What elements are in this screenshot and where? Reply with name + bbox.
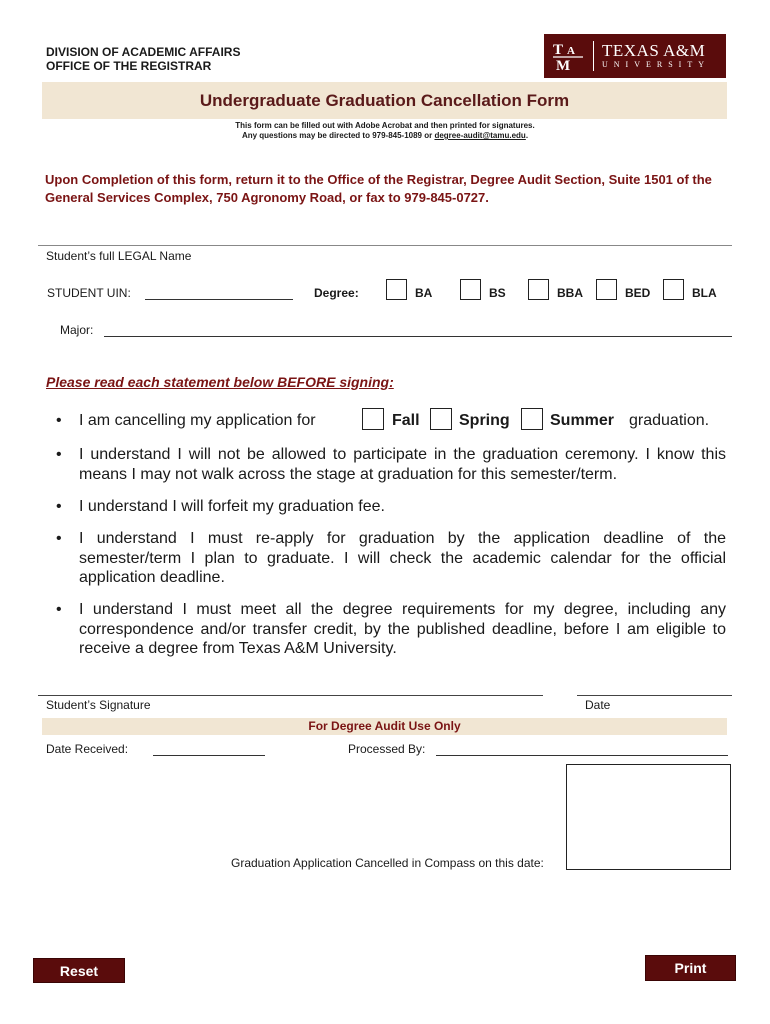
- major-field[interactable]: [104, 335, 732, 337]
- term-summer-checkbox[interactable]: [521, 408, 543, 430]
- reset-button[interactable]: Reset: [33, 958, 125, 983]
- signature-field[interactable]: [38, 695, 543, 696]
- degree-bba-checkbox[interactable]: [528, 279, 549, 300]
- svg-text:T: T: [553, 42, 564, 58]
- term-spring-label: Spring: [459, 412, 510, 429]
- uin-label: STUDENT UIN:: [47, 286, 131, 300]
- bullet: •: [56, 498, 62, 515]
- logo-line2: UNIVERSITY: [602, 60, 710, 69]
- statement-fee: I understand I will forfeit my graduation fee.: [79, 498, 385, 515]
- major-label: Major:: [60, 323, 94, 337]
- degree-ba-label: BA: [415, 286, 433, 300]
- degree-label: Degree:: [314, 286, 359, 300]
- date-received-field[interactable]: [153, 754, 265, 756]
- degree-bba-label: BBA: [557, 286, 583, 300]
- svg-text:A: A: [567, 45, 575, 57]
- legal-name-label: Student’s full LEGAL Name: [46, 249, 192, 263]
- term-fall-checkbox[interactable]: [362, 408, 384, 430]
- division-label: DIVISION OF ACADEMIC AFFAIRS: [46, 45, 241, 59]
- return-instructions: Upon Completion of this form, return it to the Office of the Registrar, Degree Audit Section, Suite 1501 of the General Services Complex, 750 Agronomy Road, or fax to 979-845-0727.: [45, 172, 712, 205]
- uin-field[interactable]: [145, 298, 293, 300]
- statements-heading: Please read each statement below BEFORE signing:: [46, 374, 394, 390]
- statement-ceremony: I understand I will not be allowed to participate in the graduation ceremony. I know this means I may not walk across the stage at graduation for this semester/term.: [79, 446, 726, 483]
- term-fall-label: Fall: [392, 412, 420, 429]
- degree-bs-label: BS: [489, 286, 506, 300]
- contact-suffix: .: [525, 131, 529, 140]
- processed-by-field[interactable]: [436, 754, 728, 756]
- tamu-logo: [544, 34, 726, 78]
- term-tail: graduation.: [629, 412, 710, 429]
- print-button[interactable]: Print: [645, 955, 736, 981]
- compass-label: Graduation Application Cancelled in Compass on this date:: [231, 856, 544, 870]
- degree-ba-checkbox[interactable]: [386, 279, 407, 300]
- bullet: •: [56, 530, 62, 547]
- term-spring-checkbox[interactable]: [430, 408, 452, 430]
- legal-name-line: [38, 245, 732, 246]
- fill-note: This form can be filled out with Adobe Acrobat and then printed for signatures.: [235, 121, 535, 130]
- email-link[interactable]: degree-audit@tamu.edu: [434, 131, 526, 140]
- contact-note: [0, 131, 770, 141]
- logo-line1: TEXAS A&M: [602, 41, 706, 60]
- degree-bla-checkbox[interactable]: [663, 279, 684, 300]
- statement-reapply: I understand I must re-apply for graduation by the application deadline of the semester/term I plan to graduate. I will check the academic calendar for the official application deadline.: [79, 530, 726, 586]
- degree-bed-checkbox[interactable]: [596, 279, 617, 300]
- signature-label: Student’s Signature: [46, 698, 151, 712]
- svg-text:M: M: [556, 58, 571, 73]
- compass-date-box[interactable]: [566, 764, 731, 870]
- degree-bed-label: BED: [625, 286, 651, 300]
- audit-band: For Degree Audit Use Only: [42, 718, 727, 735]
- atm-mark-icon: [551, 39, 585, 73]
- form-title: Undergraduate Graduation Cancellation Form: [42, 82, 727, 119]
- processed-by-label: Processed By:: [348, 742, 426, 756]
- term-lead: I am cancelling my application for: [79, 412, 316, 429]
- term-summer-label: Summer: [550, 412, 615, 429]
- degree-bla-label: BLA: [692, 286, 717, 300]
- logo-separator: [593, 41, 594, 71]
- date-received-label: Date Received:: [46, 742, 129, 756]
- signature-date-label: Date: [585, 698, 611, 712]
- logo-wordmark: [602, 42, 710, 70]
- signature-date-field[interactable]: [577, 695, 732, 696]
- bullet: •: [56, 446, 62, 463]
- bullet: •: [56, 412, 62, 429]
- statement-requirements: I understand I must meet all the degree requirements for my degree, including any correspondence and/or transfer credit, by the published deadline, before I am eligible to receive a degree from Texas A&M University.: [79, 601, 726, 657]
- contact-prefix: Any questions may be directed to 979-845-1089 or: [241, 131, 435, 140]
- office-label: OFFICE OF THE REGISTRAR: [46, 59, 212, 73]
- bullet: •: [56, 601, 62, 618]
- term-statement: [56, 411, 726, 435]
- degree-bs-checkbox[interactable]: [460, 279, 481, 300]
